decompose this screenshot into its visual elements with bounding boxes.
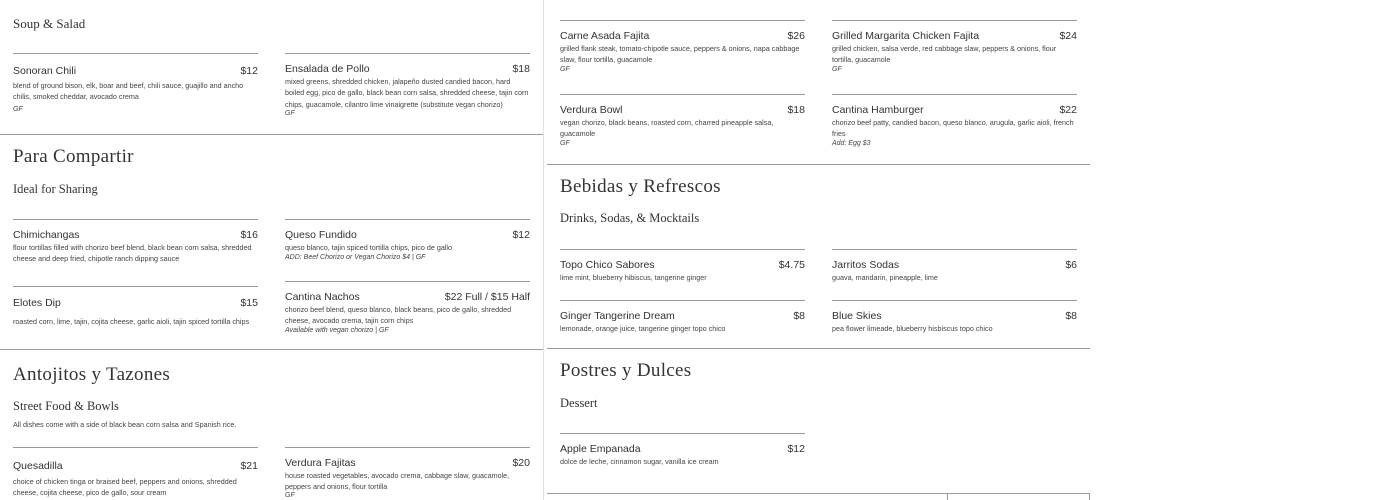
column-divider (947, 493, 948, 500)
column-divider (1089, 493, 1090, 500)
item-addon: ADD: Beef Chorizo or Vegan Chorizo $4 | GF (285, 254, 426, 261)
item-description: roasted corn, lime, tajin, cojita cheese, garlic aioli, tajin spiced tortilla chips (13, 317, 250, 326)
divider (560, 249, 805, 250)
item-price: $15 (240, 297, 258, 309)
item-description: chorizo beef patty, candied bacon, queso blanco, arugula, garlic aioli, french fries (832, 118, 1074, 139)
item-name: Verdura Fajitas (285, 457, 356, 469)
gluten-free-tag: GF (560, 66, 570, 73)
section-subtitle: Street Food & Bowls (13, 399, 119, 413)
item-price: $22 Full / $15 Half (444, 291, 530, 303)
item-description: mixed greens, shredded chicken, jalapeño dusted candied bacon, hard boiled egg, pico de gallo, black bean corn salsa, shredded cheese, tajin corn chips, guacamole, cilantro lime vinaigrette (substitute vegan chorizo) (285, 77, 529, 109)
section-note: All dishes come with a side of black bean corn salsa and Spanish rice. (13, 420, 237, 429)
divider (13, 219, 258, 220)
divider (13, 53, 258, 54)
item-price: $24 (1059, 30, 1077, 42)
section-divider (547, 493, 1090, 494)
item-name: Blue Skies (832, 310, 882, 322)
item-description: vegan chorizo, black beans, roasted corn, charred pineapple salsa, guacamole (560, 118, 774, 139)
item-description: pea flower limeade, blueberry hisbiscus topo chico (832, 324, 993, 333)
section-postres: Postres y Dulces (560, 360, 692, 381)
item-price: $26 (787, 30, 805, 42)
item-name: Topo Chico Sabores (560, 259, 655, 271)
divider (832, 94, 1077, 95)
item-price: $4.75 (778, 259, 805, 271)
section-antojitos: Antojitos y Tazones (13, 364, 171, 385)
item-name: Queso Fundido (285, 229, 357, 241)
item-description: grilled flank steak, tomato-chipotle sauce, peppers & onions, napa cabbage slaw, flour tortilla, guacamole (560, 44, 800, 65)
item-name: Quesadilla (13, 460, 63, 472)
section-subtitle: Drinks, Sodas, & Mocktails (560, 211, 700, 225)
item-addon: Add: Egg $3 (832, 140, 871, 147)
divider (285, 281, 530, 282)
divider (285, 219, 530, 220)
item-price: $20 (512, 457, 530, 469)
item-price: $12 (240, 65, 258, 77)
divider (13, 447, 258, 448)
divider (832, 249, 1077, 250)
item-description: grilled chicken, salsa verde, red cabbage slaw, peppers & onions, flour tortilla, guacamole (832, 44, 1057, 65)
item-price: $16 (240, 229, 258, 241)
item-description: queso blanco, tajin spiced tortilla chips, pico de gallo (285, 243, 453, 252)
divider (285, 53, 530, 54)
item-price: $18 (512, 63, 530, 75)
gluten-free-tag: GF (285, 492, 295, 499)
gluten-free-tag: GF (285, 110, 295, 117)
section-soup-salad: Soup & Salad (13, 16, 86, 31)
item-description: chorizo beef blend, queso blanco, black beans, pico de gallo, shredded cheese, avocado crema, tajin corn chips (285, 305, 512, 326)
item-description: flour tortillas filled with chorizo beef blend, black bean corn salsa, shredded cheese and deep fried, chipotle ranch dipping sauce (13, 243, 252, 264)
item-description: lemonade, orange juice, tangerine ginger topo chico (560, 324, 726, 333)
column-divider (543, 0, 544, 500)
item-name: Ginger Tangerine Dream (560, 310, 675, 322)
section-subtitle: Dessert (560, 396, 598, 410)
section-divider (547, 348, 1090, 349)
item-price: $12 (787, 443, 805, 455)
item-description: blend of ground bison, elk, boar and beef, chili sauce, guajillo and ancho chilis, smoked cheddar, avocado crema (13, 81, 244, 102)
section-para-compartir: Para Compartir (13, 146, 134, 167)
item-price: $12 (512, 229, 530, 241)
item-name: Apple Empanada (560, 443, 641, 455)
item-description: dolce de leche, cinnamon sugar, vanilla ice cream (560, 457, 719, 466)
item-name: Jarritos Sodas (832, 259, 900, 271)
item-name: Elotes Dip (13, 297, 61, 309)
item-addon: Available with vegan chorizo | GF (285, 327, 389, 334)
item-name: Sonoran Chili (13, 65, 77, 77)
item-description: lime mint, blueberry hibiscus, tangerine ginger (560, 273, 707, 282)
divider (560, 94, 805, 95)
section-divider (0, 134, 543, 135)
section-divider (547, 164, 1090, 165)
item-name: Cantina Hamburger (832, 104, 924, 116)
divider (560, 20, 805, 21)
divider (832, 300, 1077, 301)
item-price: $18 (787, 104, 805, 116)
item-name: Chimichangas (13, 229, 80, 241)
item-description: house roasted vegetables, avocado crema, cabbage slaw, guacamole, peppers and onions, flour tortilla (285, 471, 510, 492)
item-name: Carne Asada Fajita (560, 30, 650, 42)
item-name: Grilled Margarita Chicken Fajita (832, 30, 980, 42)
item-name: Cantina Nachos (285, 291, 360, 303)
item-name: Verdura Bowl (560, 104, 623, 116)
section-divider (0, 349, 543, 350)
item-name: Ensalada de Pollo (285, 63, 370, 75)
divider (13, 286, 258, 287)
item-description: choice of chicken tinga or braised beef, peppers and onions, shredded cheese, cojita cheese, pico de gallo, sour cream (13, 477, 237, 498)
item-price: $6 (1065, 259, 1077, 271)
item-price: $8 (1065, 310, 1077, 322)
gluten-free-tag: GF (832, 66, 842, 73)
divider (285, 447, 530, 448)
section-subtitle: Ideal for Sharing (13, 182, 98, 196)
section-bebidas: Bebidas y Refrescos (560, 176, 721, 197)
divider (832, 20, 1077, 21)
item-price: $22 (1059, 104, 1077, 116)
item-price: $8 (793, 310, 805, 322)
gluten-free-tag: GF (13, 106, 23, 113)
divider (560, 300, 805, 301)
divider (560, 433, 805, 434)
gluten-free-tag: GF (560, 140, 570, 147)
item-price: $21 (240, 460, 258, 472)
item-description: guava, mandarin, pineapple, lime (832, 273, 938, 282)
